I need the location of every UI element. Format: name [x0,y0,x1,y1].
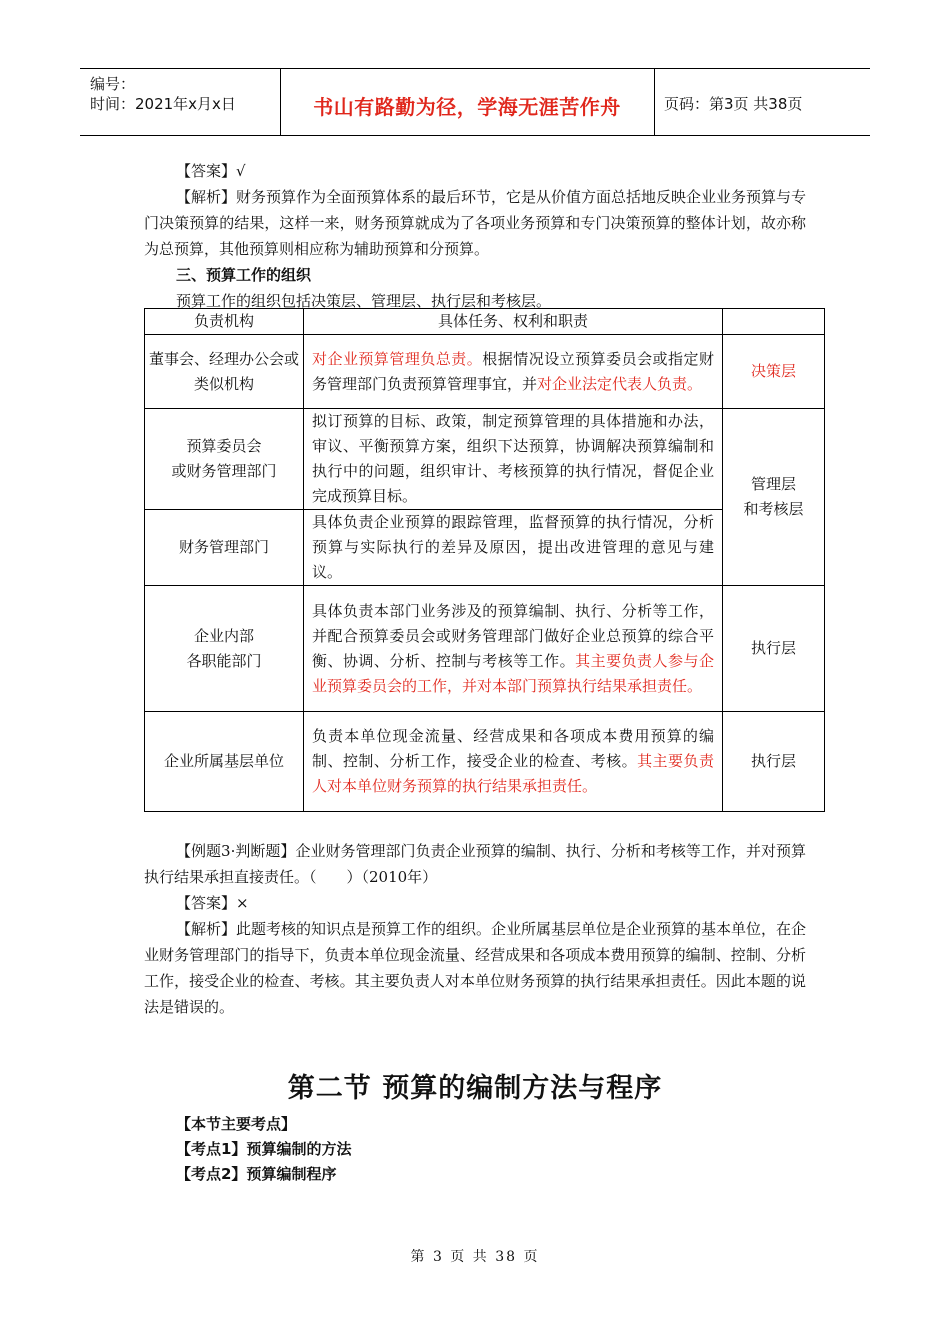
example-answer: 【答案】× [176,894,249,912]
level-cell: 执行层 [723,712,825,812]
level-cell: 管理层 和考核层 [723,409,825,586]
table-row [145,586,825,712]
table-row [145,409,825,510]
budget-organization-table [144,308,825,812]
duty-cell: 具体负责本部门业务涉及的预算编制、执行、分析等工作，并配合预算委员会或财务管理部门做好企业总预算的综合平衡、协调、分析、控制与考核等工作。其主要负责人参与企业预算委员会的工作，并对本部门预算执行结果承担责任。 [304,586,723,712]
col-header-org: 负责机构 [145,309,304,335]
org-cell: 企业所属基层单位 [145,712,304,812]
duty-cell: 对企业预算管理负总责。根据情况设立预算委员会或指定财务管理部门负责预算管理事宜，并对企业法定代表人负责。 [304,335,723,409]
analysis-paragraph: 【解析】财务预算作为全面预算体系的最后环节，它是从价值方面总括地反映企业业务预算与专门决策预算的结果，这样一来，财务预算就成为了各项业务预算和专门决策预算的整体计划，故亦称为总预算，其他预算则相应称为辅助预算和分预算。 [144,188,807,258]
org-cell: 董事会、经理办公会或类似机构 [145,335,304,409]
duty-cell: 拟订预算的目标、政策，制定预算管理的具体措施和办法，审议、平衡预算方案，组织下达预算，协调解决预算编制和执行中的问题，组织审计、考核预算的执行情况，督促企业完成预算目标。 [304,409,723,510]
org-cell: 企业内部 各职能部门 [145,586,304,712]
header-motto: 书山有路勤为径，学海无涯苦作舟 [313,95,621,119]
section-title: 第二节 预算的编制方法与程序 [287,1073,663,1104]
org-cell: 财务管理部门 [145,510,304,586]
page-footer: 第 3 页 共 38 页 [410,1249,540,1265]
col-header-level [723,309,825,335]
duty-emphasis: 对企业法定代表人负责。 [537,374,703,393]
header-page-number: 页码：第3页 共38页 [664,95,803,113]
table-header-row [145,309,825,335]
key-point-item: 【本节主要考点】 [176,1115,297,1133]
table-row [145,712,825,812]
example-block [144,838,806,1020]
col-header-duty: 具体任务、权利和职责 [304,309,723,335]
section-heading: 三、预算工作的组织 [176,266,312,284]
intro-block [144,158,806,314]
page-header [80,68,870,136]
key-points [176,1112,351,1187]
header-meta-cell [80,69,281,135]
duty-cell: 具体负责企业预算的跟踪管理，监督预算的执行情况，分析预算与实际执行的差异及原因，提出改进管理的意见与建议。 [304,510,723,586]
duty-emphasis: 对企业预算管理负总责。 [312,349,483,368]
key-point-item: 【考点2】预算编制程序 [176,1165,337,1183]
level-cell: 执行层 [723,586,825,712]
lead-paragraph: 预算工作的组织包括决策层、管理层、执行层和考核层。 [176,292,552,310]
answer-line: 【答案】√ [176,162,246,180]
key-point-item: 【考点1】预算编制的方法 [176,1140,352,1158]
duty-emphasis: 其主要负责人对本单位财务预算的执行结果承担责任。 [312,752,714,795]
level-cell: 决策层 [723,335,825,409]
duty-emphasis: 其主要负责人参与企业预算委员会的工作，并对本部门预算执行结果承担责任。 [312,651,714,695]
header-page-cell [654,69,870,135]
org-cell: 预算委员会 或财务管理部门 [145,409,304,510]
duty-cell: 负责本单位现金流量、经营成果和各项成本费用预算的编制、控制、分析工作，接受企业的检查、考核。其主要负责人对本单位财务预算的执行结果承担责任。 [304,712,723,812]
header-motto-cell [280,69,655,135]
time-label: 时间：2021年x月x日 [90,95,236,113]
example-analysis: 【解析】此题考核的知识点是预算工作的组织。企业所属基层单位是企业预算的基本单位，在企业财务管理部门的指导下，负责本单位现金流量、经营成果和各项成本费用预算的编制、控制、分析工作，接受企业的检查、考核。其主要负责人对本单位财务预算的执行结果承担责任。因此本题的说法是错误的。 [144,920,807,1016]
table-row [145,335,825,409]
example-question: 【例题3·判断题】企业财务管理部门负责企业预算的编制、执行、分析和考核等工作，并对预算执行结果承担直接责任。（ ）（2010年） [144,842,806,886]
serial-label: 编号： [90,75,136,93]
